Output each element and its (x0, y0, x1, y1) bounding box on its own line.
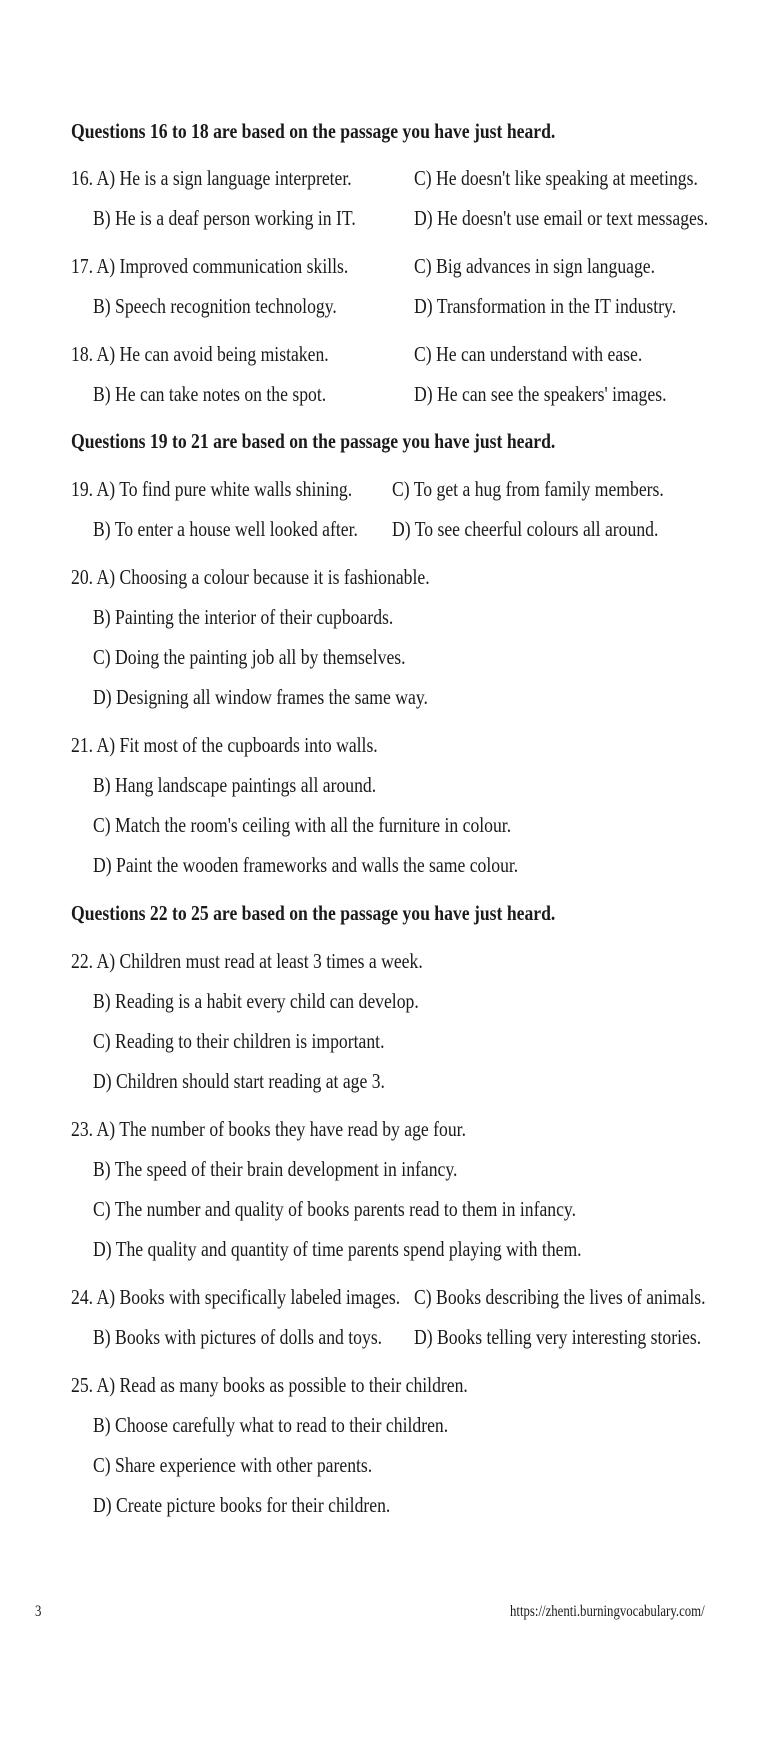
section-header: Questions 16 to 18 are based on the passage you have just heard. (71, 119, 556, 143)
question-19-option-c: C) To get a hug from family members. (392, 477, 664, 501)
question-22-option-d: D) Children should start reading at age 3. (93, 1069, 385, 1093)
question-19-option-a: 19. A) To find pure white walls shining. (71, 477, 353, 501)
question-24-option-d: D) Books telling very interesting stories. (414, 1325, 702, 1349)
question-18-option-d: D) He can see the speakers' images. (414, 382, 667, 406)
question-16-option-b: B) He is a deaf person working in IT. (93, 206, 356, 230)
question-16-option-a: 16. A) He is a sign language interpreter. (71, 166, 352, 190)
question-16-option-c: C) He doesn't like speaking at meetings. (414, 166, 698, 190)
question-23-option-b: B) The speed of their brain development in infancy. (93, 1157, 458, 1181)
question-19-option-b: B) To enter a house well looked after. (93, 517, 358, 541)
question-18-option-b: B) He can take notes on the spot. (93, 382, 327, 406)
question-20-option-d: D) Designing all window frames the same way. (93, 685, 428, 709)
question-21-option-d: D) Paint the wooden frameworks and walls the same colour. (93, 853, 519, 877)
section-header: Questions 22 to 25 are based on the passage you have just heard. (71, 901, 556, 925)
question-24-option-c: C) Books describing the lives of animals. (414, 1285, 706, 1309)
question-18-option-a: 18. A) He can avoid being mistaken. (71, 342, 329, 366)
question-22-option-a: 22. A) Children must read at least 3 times a week. (71, 949, 423, 973)
question-21-option-b: B) Hang landscape paintings all around. (93, 773, 377, 797)
question-20-option-c: C) Doing the painting job all by themselves. (93, 645, 406, 669)
page-number: 3 (35, 1603, 42, 1620)
question-23-option-d: D) The quality and quantity of time parents spend playing with them. (93, 1237, 582, 1261)
question-25-option-c: C) Share experience with other parents. (93, 1453, 373, 1477)
question-20-option-a: 20. A) Choosing a colour because it is fashionable. (71, 565, 430, 589)
question-21-option-a: 21. A) Fit most of the cupboards into walls. (71, 733, 378, 757)
question-25-option-a: 25. A) Read as many books as possible to their children. (71, 1373, 468, 1397)
question-23-option-a: 23. A) The number of books they have read by age four. (71, 1117, 466, 1141)
question-17-option-d: D) Transformation in the IT industry. (414, 294, 677, 318)
question-20-option-b: B) Painting the interior of their cupboards. (93, 605, 394, 629)
question-22-option-b: B) Reading is a habit every child can develop. (93, 989, 419, 1013)
question-25-option-b: B) Choose carefully what to read to their children. (93, 1413, 449, 1437)
question-23-option-c: C) The number and quality of books parents read to them in infancy. (93, 1197, 577, 1221)
question-18-option-c: C) He can understand with ease. (414, 342, 643, 366)
question-17-option-c: C) Big advances in sign language. (414, 254, 656, 278)
question-24-option-a: 24. A) Books with specifically labeled images. (71, 1285, 401, 1309)
question-17-option-a: 17. A) Improved communication skills. (71, 254, 349, 278)
footer-url-link[interactable]: https://zhenti.burningvocabulary.com/ (510, 1603, 705, 1620)
question-22-option-c: C) Reading to their children is important. (93, 1029, 385, 1053)
section-header: Questions 19 to 21 are based on the passage you have just heard. (71, 429, 556, 453)
question-21-option-c: C) Match the room's ceiling with all the furniture in colour. (93, 813, 512, 837)
question-16-option-d: D) He doesn't use email or text messages. (414, 206, 709, 230)
question-17-option-b: B) Speech recognition technology. (93, 294, 337, 318)
question-25-option-d: D) Create picture books for their children. (93, 1493, 391, 1517)
question-19-option-d: D) To see cheerful colours all around. (392, 517, 659, 541)
question-24-option-b: B) Books with pictures of dolls and toys. (93, 1325, 383, 1349)
